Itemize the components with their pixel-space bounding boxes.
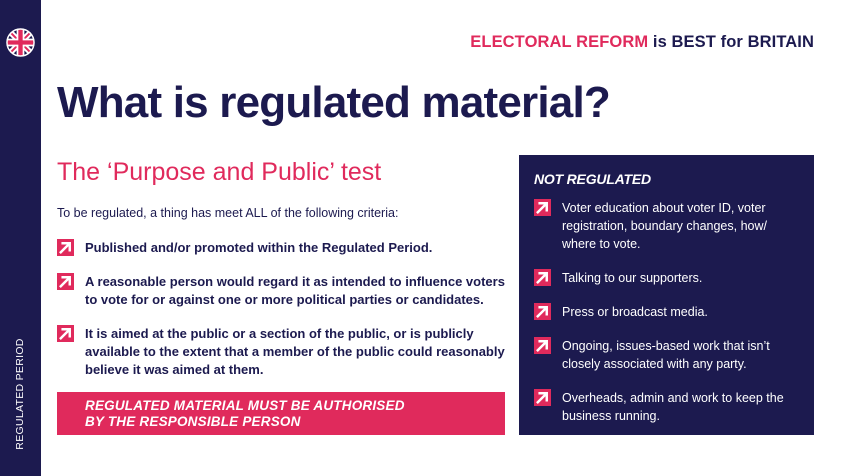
criteria-item [57, 239, 507, 257]
banner-line-2: BY THE RESPONSIBLE PERSON [85, 414, 301, 429]
criteria-text: It is aimed at the public or a section of the public, or is publicly available to the extent that a member of the public could reasonably believe it was aimed at them. [85, 326, 505, 377]
not-regulated-title: NOT REGULATED [534, 171, 651, 187]
page-title: What is regulated material? [57, 78, 610, 127]
arrow-up-right-icon [57, 325, 74, 342]
arrow-up-right-icon [534, 303, 551, 320]
brand-part-1: ELECTORAL REFORM [470, 33, 649, 51]
arrow-up-right-icon [534, 337, 551, 354]
brand-part-2: is BEST for BRITAIN [652, 33, 814, 51]
not-regulated-item [534, 303, 799, 321]
not-regulated-text: Talking to our supporters. [562, 271, 703, 285]
not-regulated-text: Voter education about voter ID, voter registration, boundary changes, how/ where to vote. [562, 201, 767, 251]
side-label: REGULATED PERIOD [14, 338, 26, 450]
not-regulated-text: Press or broadcast media. [562, 305, 708, 319]
not-regulated-item [534, 199, 799, 253]
section-subtitle: The ‘Purpose and Public’ test [57, 158, 382, 186]
not-regulated-panel [519, 155, 814, 435]
not-regulated-item [534, 269, 799, 287]
not-regulated-item [534, 389, 799, 425]
criteria-item [57, 273, 507, 309]
criteria-text: A reasonable person would regard it as intended to influence voters to vote for or against one or more political parties or candidates. [85, 274, 505, 307]
criteria-text: Published and/or promoted within the Regulated Period. [85, 240, 433, 255]
arrow-up-right-icon [534, 389, 551, 406]
arrow-up-right-icon [57, 273, 74, 290]
not-regulated-text: Overheads, admin and work to keep the business running. [562, 391, 784, 423]
authorisation-banner [57, 392, 505, 435]
arrow-up-right-icon [534, 269, 551, 286]
intro-text: To be regulated, a thing has meet ALL of the following criteria: [57, 206, 399, 220]
arrow-up-right-icon [57, 239, 74, 256]
union-flag-logo-icon [6, 28, 35, 57]
side-bar [0, 0, 41, 476]
brand-tagline [470, 33, 814, 52]
criteria-item [57, 325, 507, 379]
not-regulated-item [534, 337, 799, 373]
arrow-up-right-icon [534, 199, 551, 216]
banner-line-1: REGULATED MATERIAL MUST BE AUTHORISED [85, 398, 405, 413]
not-regulated-text: Ongoing, issues-based work that isn’t closely associated with any party. [562, 339, 770, 371]
